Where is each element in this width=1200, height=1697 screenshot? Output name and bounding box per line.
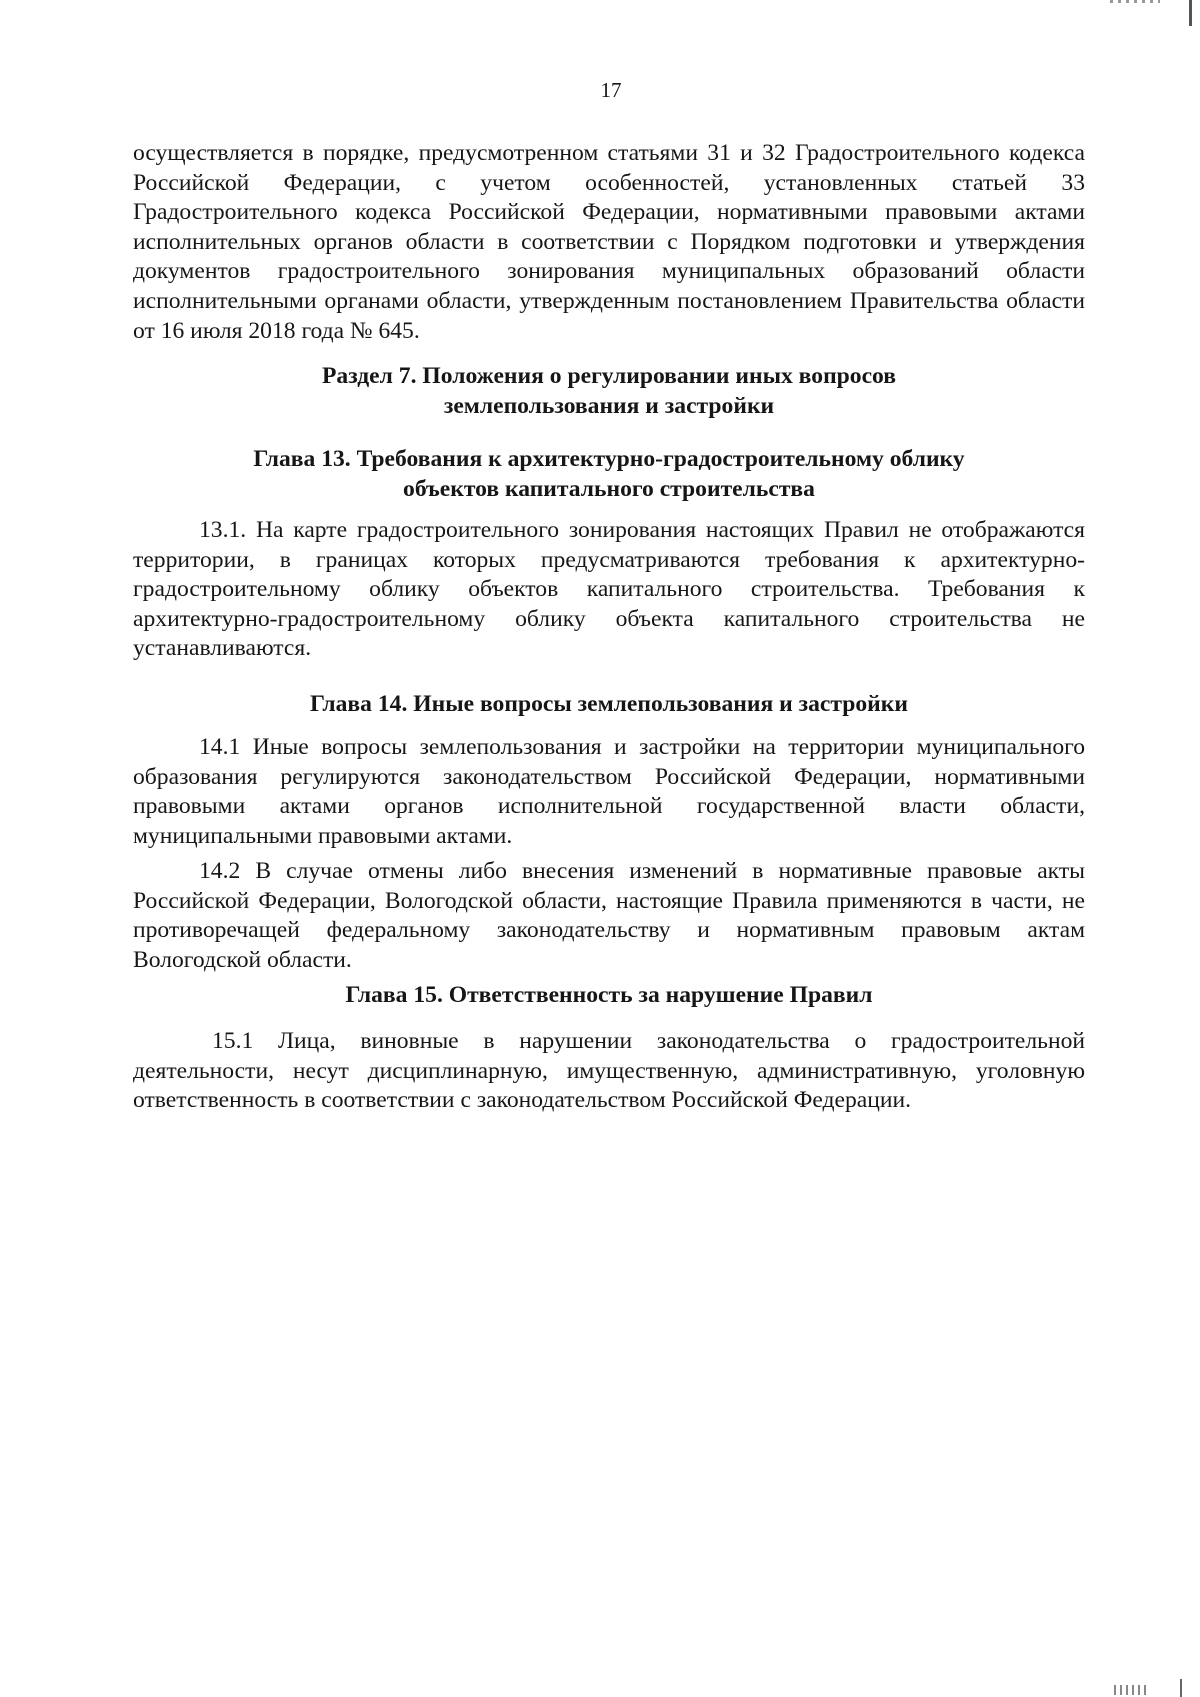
scan-artifact-top-dots	[1110, 0, 1160, 3]
scan-artifact-top	[1189, 0, 1192, 26]
paragraph-15-1: 15.1 Лица, виновные в нарушении законодательства о градостроительной деятельности, несут дисциплинарную, имущественную, административную, уголовную ответственность в соответствии с законодательством Российской Федерации.	[133, 1028, 1085, 1114]
page-number: 17	[600, 78, 622, 102]
paragraph-14-2: 14.2 В случае отмены либо внесения изменений в нормативные правовые акты Российской Федерации, Вологодской области, настоящие Правила применяются в части, не противоречащей федеральному законодательству и нормативным правовым актам Вологодской области.	[133, 858, 1085, 973]
chapter-13-heading-line-2: объектов капитального строительства	[403, 475, 815, 502]
scan-artifact-bottom	[1180, 1679, 1182, 1697]
paragraph-13-1: 13.1. На карте градостроительного зонирования настоящих Правил не отображаются территории, в границах которых предусматриваются требования к архитектурно-градостроительному облику объектов капитального строительства. Требования к архитектурно-градостроительному облику объекта капитального строительства не устанавливаются.	[133, 517, 1085, 662]
scan-artifact-bottom-dots	[1114, 1685, 1150, 1695]
chapter-13-heading-line-1: Глава 13. Требования к архитектурно-градостроительному облику	[253, 446, 965, 472]
section-7-heading	[133, 362, 1085, 421]
section-7-heading-line-1: Раздел 7. Положения о регулировании иных вопросов	[321, 363, 896, 389]
paragraph-14-1: 14.1 Иные вопросы землепользования и застройки на территории муниципального образования регулируются законодательством Российской Федерации, нормативными правовыми актами органов исполнительной государственной власти области, муниципальными правовыми актами.	[133, 734, 1085, 849]
section-7-heading-line-2: землепользования и застройки	[443, 392, 775, 419]
chapter-15-heading: Глава 15. Ответственность за нарушение Правил	[345, 982, 873, 1008]
chapter-13-heading	[133, 445, 1085, 504]
continuation-paragraph: осуществляется в порядке, предусмотренном статьями 31 и 32 Градостроительного кодекса Российской Федерации, с учетом особенностей, установленных статьей 33 Градостроительного кодекса Российской Федерации, нормативными правовыми актами исполнительных органов области в соответствии с Порядком подготовки и утверждения документов градостроительного зонирования муниципальных образований области исполнительными органами области, утвержденным постановлением Правительства области от 16 июля 2018 года № 645.	[133, 140, 1085, 344]
chapter-14-heading: Глава 14. Иные вопросы землепользования и застройки	[310, 691, 908, 717]
